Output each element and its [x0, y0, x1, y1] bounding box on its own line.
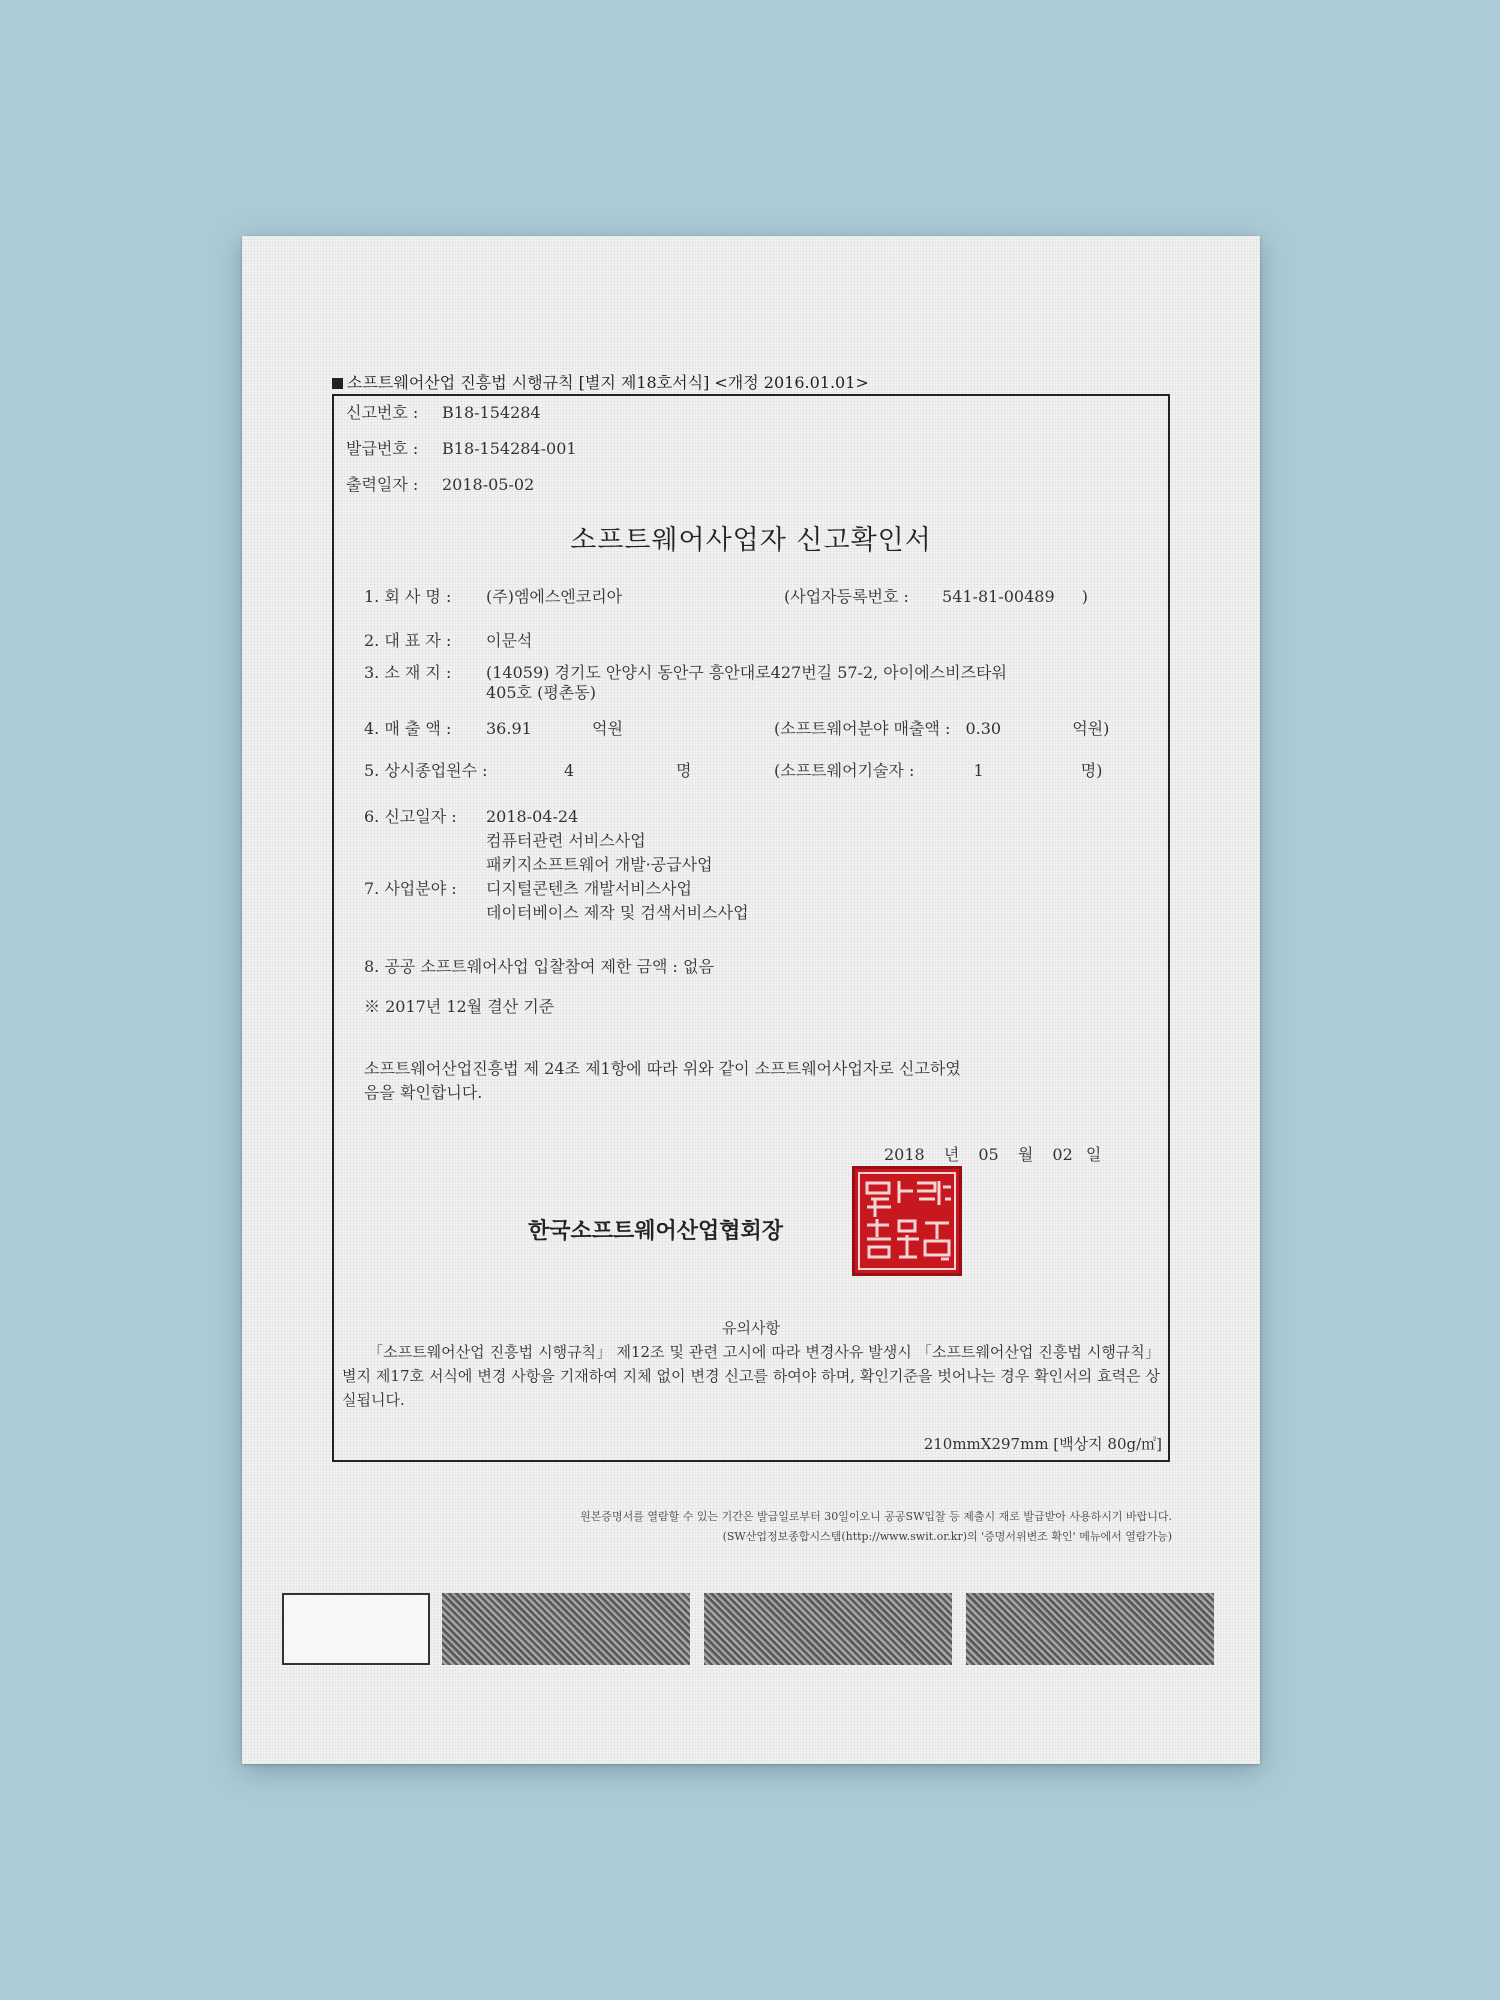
company-row: 1. 회 사 명 : (주)엠에스엔코리아: [364, 587, 623, 606]
sw-revenue: (소프트웨어분야 매출액 : 0.30 억원): [774, 719, 1110, 738]
bid-limit-row: 8. 공공 소프트웨어사업 입찰참여 제한 금액 : 없음: [364, 957, 714, 976]
verification-code-image: [442, 1593, 690, 1665]
business-reg-number: (사업자등록번호 : 541-81-00489 ): [784, 587, 1088, 606]
certificate-frame: [332, 394, 1170, 1462]
print-date: 출력일자 : 2018-05-02: [346, 475, 535, 494]
revenue-row: 4. 매 출 액 : 36.91 억원: [364, 719, 623, 738]
address-row: 3. 소 재 지 : (14059) 경기도 안양시 동안구 흥안대로427번길 57-2, 아이에스비즈타워: [364, 663, 1007, 682]
employees-row: 5. 상시종업원수 : 4 명: [364, 761, 692, 780]
basis-note: ※ 2017년 12월 결산 기준: [364, 997, 555, 1016]
confirmation-line: 음을 확인합니다.: [364, 1083, 483, 1102]
form-header: 소프트웨어산업 진흥법 시행규칙 [별지 제18호서식] <개정 2016.01.01>: [332, 370, 869, 393]
issue-date: 2018 년 05 월 02 일: [884, 1145, 1102, 1164]
official-seal-icon: [852, 1166, 962, 1276]
sw-engineers: (소프트웨어기술자 : 1 명): [774, 761, 1103, 780]
square-bullet-icon: [332, 378, 343, 389]
notice-section: [342, 1316, 1160, 1412]
notice-body: 「소프트웨어산업 진흥법 시행규칙」 제12조 및 관련 고시에 따라 변경사유 발생시 「소프트웨어산업 진흥법 시행규칙」 별지 제17호 서식에 변경 사항을 기재하여 지체 없이 변경 신고를 하여야 하며, 확인기준을 벗어나는 경우 확인서의 효력은 상실됩니다.: [342, 1343, 1160, 1409]
footer-line: (SW산업정보종합시스템(http://www.swit.or.kr)의 '증명서위변조 확인' 메뉴에서 열람가능): [722, 1530, 1172, 1543]
certificate-page: [242, 236, 1260, 1764]
issuer-name: 한국소프트웨어산업협회장: [528, 1218, 784, 1244]
verification-code-image: [966, 1593, 1214, 1665]
business-row: 7. 사업분야 : 디지털콘텐츠 개발서비스사업: [364, 879, 693, 898]
business-item: 컴퓨터관련 서비스사업: [486, 831, 646, 850]
business-item: 데이터베이스 제작 및 검색서비스사업: [486, 903, 749, 922]
address-line2: 405호 (평촌동): [486, 683, 596, 702]
footer-line: 원본증명서를 열람할 수 있는 기간은 발급일로부터 30일이오니 공공SW입찰 등 제출시 재로 발급받아 사용하시기 바랍니다.: [580, 1510, 1172, 1523]
report-date-row: 6. 신고일자 : 2018-04-24: [364, 807, 579, 826]
report-number: 신고번호 : B18-154284: [346, 403, 541, 422]
issue-number: 발급번호 : B18-154284-001: [346, 439, 577, 458]
confirmation-line: 소프트웨어산업진흥법 제 24조 제1항에 따라 위와 같이 소프트웨어사업자로 신고하였: [364, 1059, 961, 1078]
seal-pattern: [855, 1169, 959, 1273]
document-title: 소프트웨어사업자 신고확인서: [570, 525, 932, 556]
representative-row: 2. 대 표 자 : 이문석: [364, 631, 533, 650]
paper-spec: 210mmX297mm [백상지 80g/㎡]: [923, 1435, 1162, 1453]
notice-title: 유의사항: [722, 1319, 780, 1337]
business-item: 패키지소프트웨어 개발·공급사업: [486, 855, 713, 874]
verification-code-image: [704, 1593, 952, 1665]
blank-code-box: [282, 1593, 430, 1665]
